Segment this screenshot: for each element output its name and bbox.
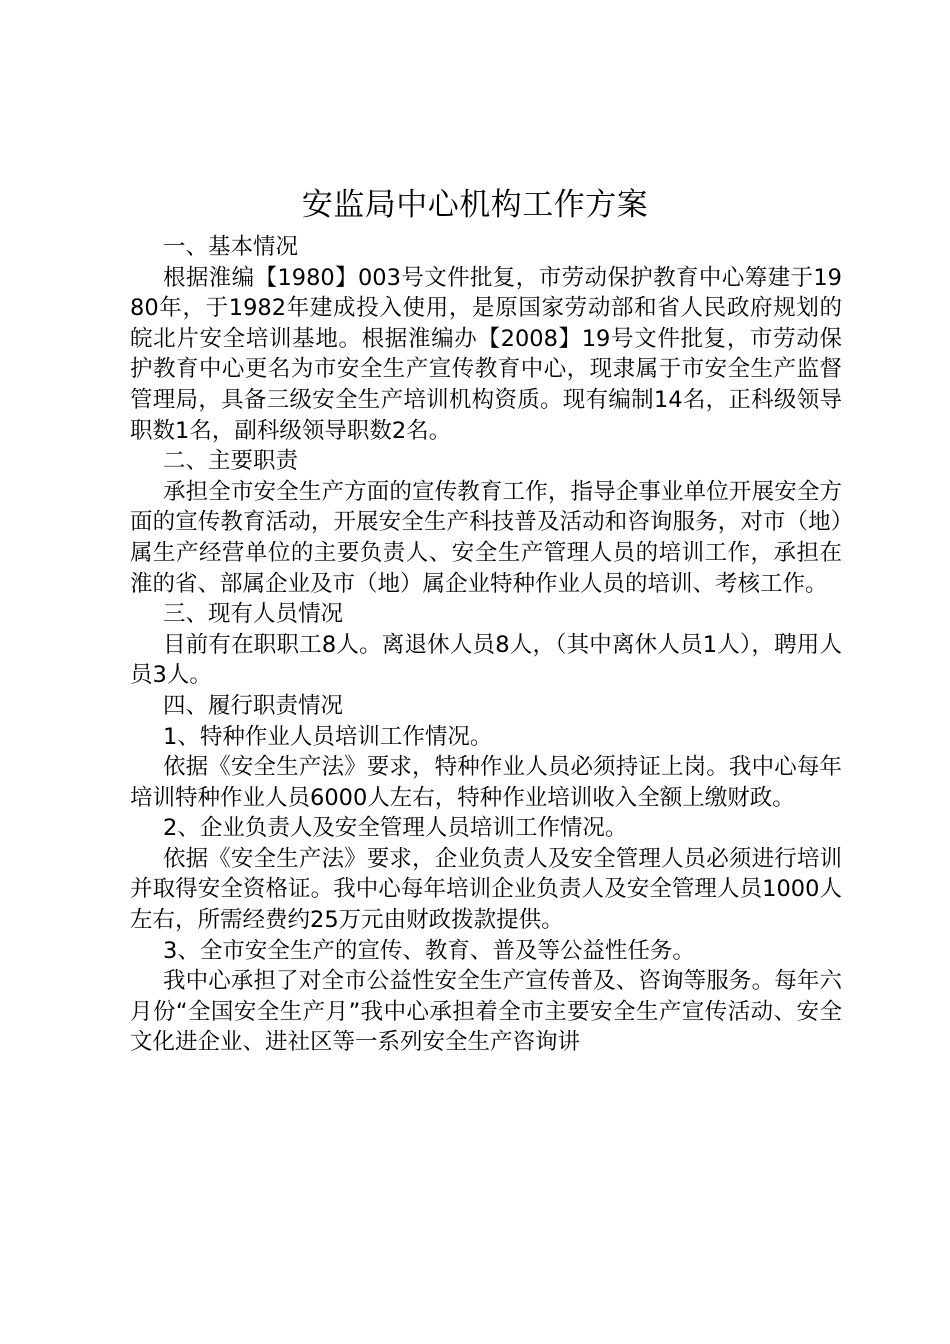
subheading-special-operations: 1、特种作业人员培训工作情况。 <box>163 723 493 750</box>
subheading-manager-training: 2、企业负责人及安全管理人员培训工作情况。 <box>163 815 628 842</box>
paragraph-basic-info: 根据淮编【1980】003号文件批复，市劳动保护教育中心筹建于1980年，于1982年建成投入使用，是原国家劳动部和省人民政府规划的皖北片安全培训基地。根据淮编办【2008】19号文件批复，市劳动保护教育中心更名为市安全生产宣传教育中心，现隶属于市安全生产监督管理局，具备三级安全生产培训机构资质。现有编制14名，正科级领导职数1名，副科级领导职数2名。 <box>130 264 842 444</box>
paragraph-special-operations: 依据《安全生产法》要求，特种作业人员必须持证上岗。我中心每年培训特种作业人员6000人左右，特种作业培训收入全额上缴财政。 <box>130 754 842 811</box>
subheading-public-service: 3、全市安全生产的宣传、教育、普及等公益性任务。 <box>163 937 695 964</box>
section-heading-main-duties: 二、主要职责 <box>163 448 299 475</box>
document-title: 安监局中心机构工作方案 <box>301 187 649 223</box>
section-heading-performance: 四、履行职责情况 <box>163 692 344 719</box>
paragraph-main-duties: 承担全市安全生产方面的宣传教育工作，指导企事业单位开展安全方面的宣传教育活动，开展安全生产科技普及活动和咨询服务，对市（地）属生产经营单位的主要负责人、安全生产管理人员的培训工作，承担在淮的省、部属企业及市（地）属企业特种作业人员的培训、考核工作。 <box>130 478 842 597</box>
paragraph-public-service: 我中心承担了对全市公益性安全生产宣传普及、咨询等服务。每年六月份“全国安全生产月”我中心承担着全市主要安全生产宣传活动、安全文化进企业、进社区等一系列安全生产咨询讲 <box>130 968 842 1056</box>
section-heading-basic-info: 一、基本情况 <box>163 234 299 260</box>
paragraph-manager-training: 依据《安全生产法》要求，企业负责人及安全管理人员必须进行培训并取得安全资格证。我中心每年培训企业负责人及安全管理人员1000人左右，所需经费约25万元由财政拨款提供。 <box>130 845 842 934</box>
document-body <box>130 232 842 1058</box>
paragraph-staff: 目前有在职职工8人。离退休人员8人，（其中离休人员1人），聘用人员3人。 <box>130 631 842 689</box>
section-heading-staff: 三、现有人员情况 <box>163 601 344 628</box>
